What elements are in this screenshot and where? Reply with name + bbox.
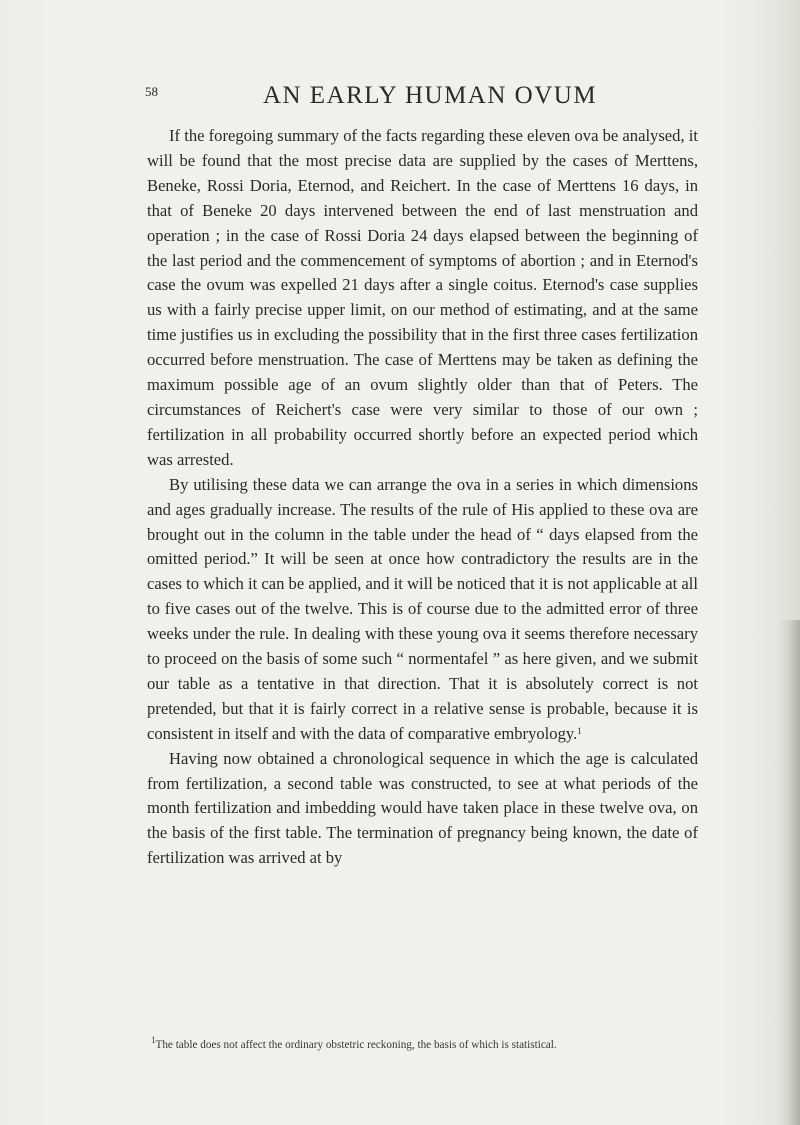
footnote-reference: 1 xyxy=(577,725,582,736)
footnote-text: The table does not affect the ordinary obstetric reckoning, the basis of which is statistical. xyxy=(155,1039,557,1051)
footnote-marker: 1 xyxy=(151,1035,156,1045)
paragraph-1: If the foregoing summary of the facts regarding these eleven ova be analysed, it will be found that the most precise data are supplied by the cases of Merttens, Beneke, Rossi Doria, Eternod, and Reichert. In the case of Merttens 16 days, in that of Beneke 20 days intervened between the end of last menstruation and operation ; in the case of Rossi Doria 24 days elapsed between the beginning of the last period and the commencement of symptoms of abortion ; and in Eternod's case the ovum was expelled 21 days after a single coitus. Eternod's case supplies us with a fairly precise upper limit, on our method of estimating, and at the same time justifies us in excluding the possibility that in the first three cases fertilization occurred before menstruation. The case of Merttens may be taken as defining the maximum possible age of an ovum slightly older than that of Peters. The circumstances of Reichert's case were very similar to those of our own ; fertilization in all probability occurred shortly before an expected period which was arrested. xyxy=(147,126,698,469)
footnote xyxy=(147,1035,707,1052)
page-edge-shadow xyxy=(778,620,800,1125)
paragraph-2-text: By utilising these data we can arrange the ova in a series in which dimensions and ages gradually increase. The results of the rule of His applied to these ova are brought out in the column in the table under the head of “ days elapsed from the omitted period.” It will be seen at once how contradictory the results are in the cases to which it can be applied, and it will be noticed that it is not applicable at all to five cases out of the twelve. This is of course due to the admitted error of three weeks under the rule. In dealing with these young ova it seems therefore necessary to proceed on the basis of some such “ normentafel ” as here given, and we submit our table as a tentative in that direction. That it is absolutely correct is not pretended, but that it is fairly correct in a relative sense is probable, because it is consistent in itself and with the data of comparative embryology. xyxy=(147,474,698,743)
running-title: AN EARLY HUMAN OVUM xyxy=(262,82,598,109)
page-number: 58 xyxy=(145,84,158,99)
body-text xyxy=(147,124,698,871)
paragraph-2 xyxy=(147,473,698,747)
paragraph-3: Having now obtained a chronological sequence in which the age is calculated from fertilization, a second table was constructed, to see at what periods of the month fertilization and imbedding would have taken place in these twelve ova, on the basis of the first table. The termination of pregnancy being known, the date of fertilization was arrived at by xyxy=(147,748,698,868)
